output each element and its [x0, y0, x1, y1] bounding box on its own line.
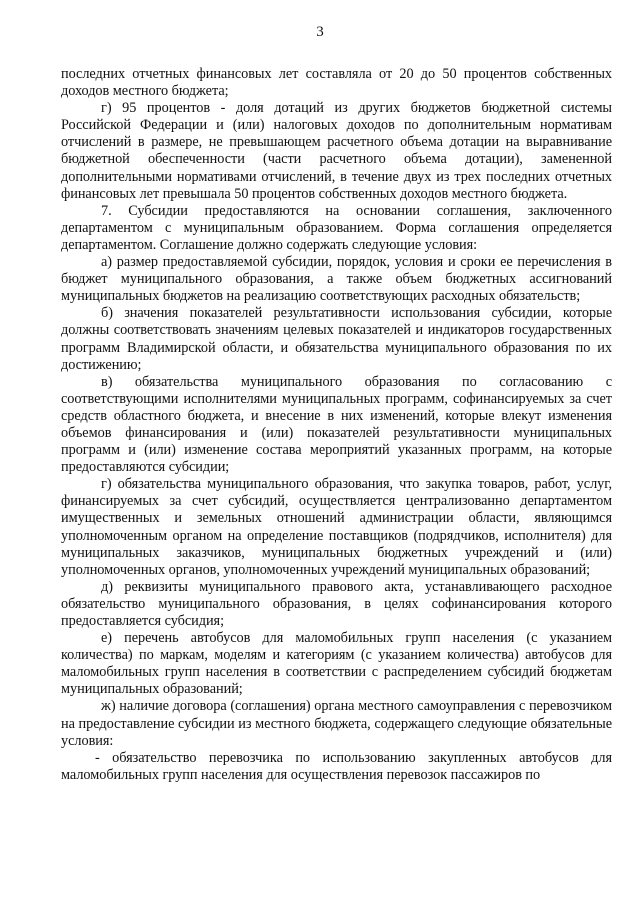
document-body: [61, 66, 612, 784]
paragraph-condition-d: д) реквизиты муниципального правового акта, устанавливающего расходное обязательство муниципального образования, в целях софинансирования которого предоставляется субсидия;: [61, 578, 612, 629]
paragraph-condition-g: г) обязательства муниципального образования, что закупка товаров, работ, услуг, финансируемых за счет субсидий, осуществляется централизованно департаментом имущественных и земельных отношений администрации области, являющимся уполномоченным органом на определение поставщиков (подрядчиков, исполнителя) для муниципальных заказчиков, муниципальных бюджетных учреждений и (или) уполномоченных органов, уполномоченных учреждений муниципальных образований;: [61, 476, 612, 578]
paragraph-condition-b: б) значения показателей результативности использования субсидии, которые должны соответствовать значениям целевых показателей и индикаторов государственных программ Владимирской области, и обязательства муниципального образования по их достижению;: [61, 305, 612, 373]
paragraph-continuation: последних отчетных финансовых лет составляла от 20 до 50 процентов собственных доходов местного бюджета;: [61, 66, 612, 100]
paragraph-dash-obligation: - обязательство перевозчика по использованию закупленных автобусов для маломобильных групп населения для осуществления перевозок пассажиров по: [61, 749, 612, 783]
paragraph-condition-e: е) перечень автобусов для маломобильных групп населения (с указанием количества) по маркам, моделям и категориям (с указанием количества) автобусов для маломобильных групп населения в соответствии с распределением субсидий бюджетам муниципальных образований;: [61, 630, 612, 698]
paragraph-condition-zh: ж) наличие договора (соглашения) органа местного самоуправления с перевозчиком на предоставление субсидии из местного бюджета, содержащего следующие обязательные условия:: [61, 698, 612, 749]
paragraph-item-g-95-percent: г) 95 процентов - доля дотаций из других бюджетов бюджетной системы Российской Федерации и (или) налоговых доходов по дополнительным нормативам отчислений в размере, не превышающем расчетного объема дотации на выравнивание бюджетной обеспеченности (части расчетного объема дотации), замененной дополнительными нормативами отчислений, в течение двух из трех последних отчетных финансовых лет превышала 50 процентов собственных доходов местного бюджета.: [61, 100, 612, 202]
paragraph-condition-a: а) размер предоставляемой субсидии, порядок, условия и сроки ее перечисления в бюджет муниципального образования, а также объем бюджетных ассигнований муниципальных бюджетов на реализацию соответствующих расходных обязательств;: [61, 254, 612, 305]
page-number: 3: [316, 24, 324, 40]
paragraph-condition-v: в) обязательства муниципального образования по согласованию с соответствующими исполнителями муниципальных программ, софинансируемых за счет средств областного бюджета, и внесение в них изменений, которые влекут изменения объемов финансирования и (или) показателей результативности муниципальных программ и (или) изменение состава мероприятий указанных программ, на которые предоставляются субсидии;: [61, 373, 612, 476]
paragraph-clause-7: 7. Субсидии предоставляются на основании соглашения, заключенного департаментом с муниципальным образованием. Форма соглашения определяется департаментом. Соглашение должно содержать следующие условия:: [61, 202, 612, 253]
